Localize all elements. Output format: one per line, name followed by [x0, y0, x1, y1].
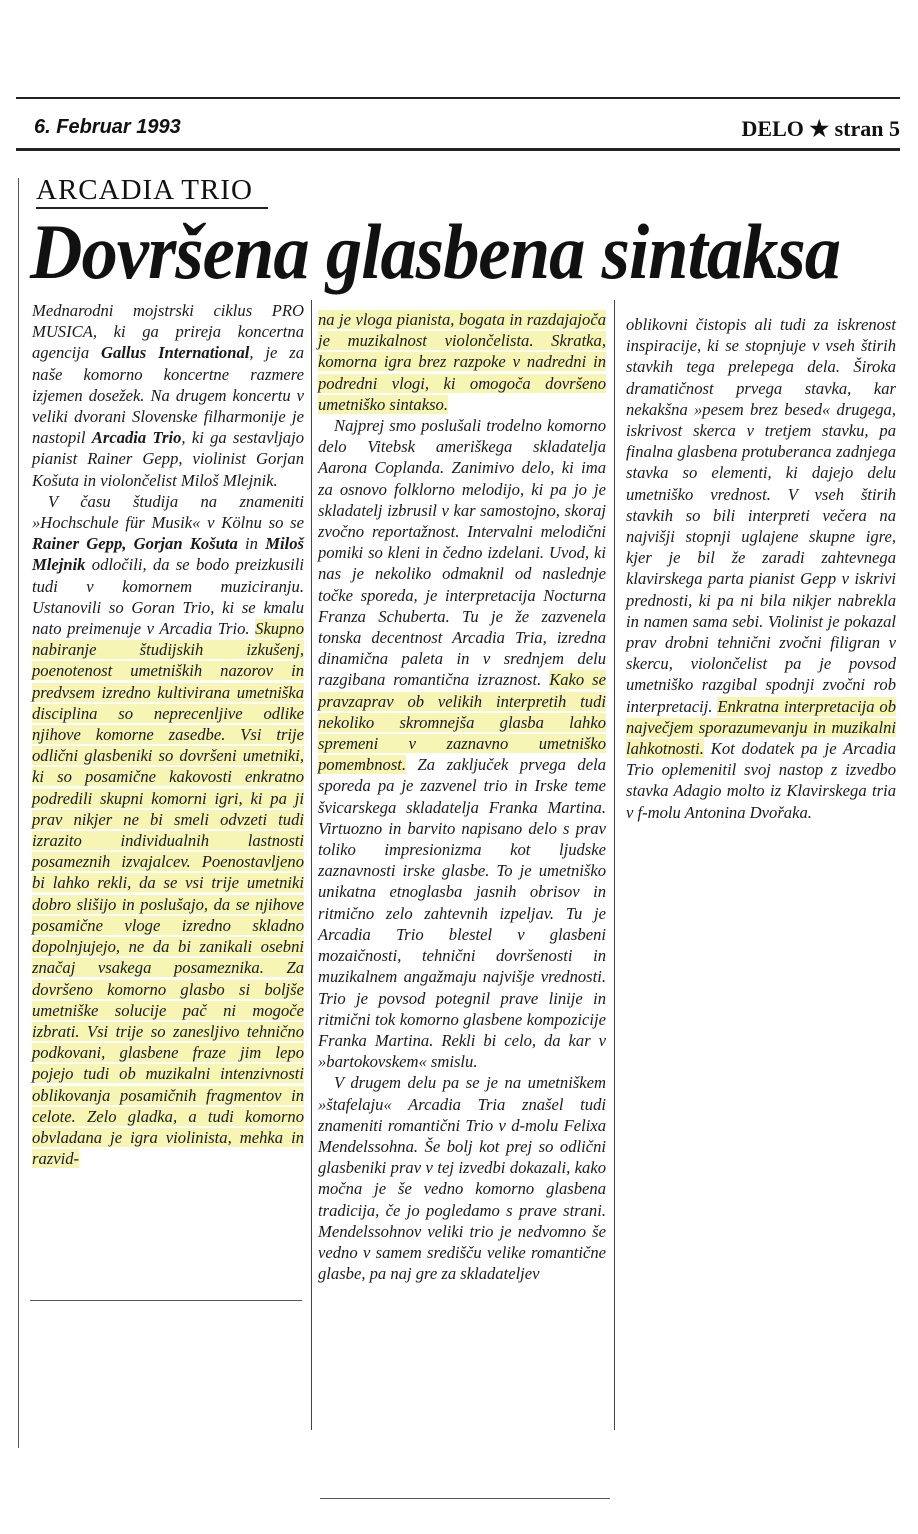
- column-divider-2: [614, 300, 615, 1430]
- highlighted-text: Skupno nabiranje študijskih izkušenj, poenotenost umetniških nazorov in predvsem izredno kultivirana umetniška disciplina so neprecenljive odlike njihove komorne zasedbe. Vsi trije odlični glasbeniki so dovršeni umetniki, ki so posamične kakovosti enkratno podredili skupni komorni igri, ki pa ji prav nikjer ne bi smeli odvzeti tudi izrazito individualnih lastnosti posameznih izvajalcev. Poenostavljeno bi lahko rekli, da se vsi trije umetniki dobro slišijo in poslušajo, da se njihove posamične vloge izredno skladno dopolnjujejo, ne da bi zanikali osebni značaj vsakega posameznika. Za dovršeno komorno glasbo si boljše umetniške solucije pač ni mogoče izbrati. Vsi trije so zanesljivo tehnično podkovani, glasbene fraze jim lepo pojejo tudi ob muzikalni intenzivnosti oblikovanja posamičnih fragmentov in celote. Zelo gladka, a tudi komorno obvladana je igra violinista, mehka in razvid-: [32, 619, 304, 1169]
- article-column-1: [32, 300, 304, 1169]
- text-run: , je za naše komorno koncertne razmere izjemen dosežek. Na drugem koncertu v veliki dvorani Slovenske filharmonije je nastopil: [32, 343, 304, 448]
- frame-left-rule: [18, 178, 19, 1448]
- text-run: Kot dodatek pa je Arcadia Trio oplemenitil svoj nastop z izvedbo stavka Adagio molto iz Klavirskega tria v f-molu Antonina Dvořaka.: [626, 739, 896, 822]
- issue-date: 6. Februar 1993: [34, 116, 181, 138]
- publication-page: DELO ★ stran 5: [741, 116, 900, 141]
- text-run-bold: Gallus International: [101, 343, 250, 363]
- text-run: V drugem delu pa se je na umetniškem »štafelaju« Arcadia Tria znašel tudi znameniti romantični Trio v d-molu Felixa Mendelssohna. Še bolj kot prej so odlični glasbeniki prav v tej izvedbi dokazali, kako močna je še vedno komorno glasbena tradicija, če jo pogledamo s prave strani. Mendelssohnov veliki trio je nedvomno še vedno v samem središču velike romantične glasbe, pa naj gre za skladateljev: [318, 1073, 606, 1284]
- highlighted-text: Kako se pravzaprav ob velikih interpretih tudi nekoliko skromnejša glasba lahko spremeni v zaznavno umetniško pomembnost.: [318, 670, 606, 775]
- text-run: Mednarodni mojstrski ciklus PRO MUSICA, ki ga prireja koncertna agencija: [32, 301, 304, 363]
- text-run-bold: Rainer Gepp, Gorjan Košuta: [32, 534, 238, 554]
- text-run: odločili, da se bodo preizkusili tudi v komornem muziciranju. Ustanovili so Goran Trio, ki se kmalu nato preimenuje v Arcadia Trio.: [32, 555, 304, 639]
- column-end-rule-2: [320, 1498, 610, 1499]
- text-run: Za zaključek prvega dela sporeda pa je zazvenel trio in Irske teme švicarskega skladatelja Franka Martina. Virtuozno in barvito napisano delo s prav toliko impresionizma kot ljudske zaznavnosti irske glasbe. To je umetniško unikatna etnoglasba jasnih obrisov in ritmično zelo zahtevnih izpeljav. Tu je Arcadia Trio blestel v glasbeni mozaičnosti, tehnični dovršenosti in muzikalnem angažmaju najvišje vrednosti. Trio je povsod potegnil prave linije in ritmični tok komorno glasbene kompozicije Franka Martina. Rekli bi celo, da kar v »bartokovskem« smislu.: [318, 755, 606, 1072]
- text-run: in: [237, 534, 266, 554]
- top-rule: [16, 97, 900, 99]
- column-divider-1: [311, 300, 312, 1430]
- paragraph: [318, 309, 606, 415]
- highlighted-text: na je vloga pianista, bogata in razdajajoča je muzikalnost violončelista. Skratka, komorna igra brez razpoke v nadredni in podredni vlogi, ki omogoča dovršeno umetniško sintakso.: [318, 310, 606, 414]
- article-column-2: [318, 309, 606, 1284]
- highlighted-text: Enkratna interpretacija ob največjem sporazumevanju in muzikalni lahkotnosti.: [626, 696, 896, 759]
- header-rule: [16, 148, 900, 151]
- column-end-rule-1: [30, 1300, 302, 1301]
- article-column-3: [626, 314, 896, 823]
- text-run: oblikovni čistopis ali tudi za iskrenost inspiracije, ki se stopnjuje v vseh štirih stavkih tega prelepega dela. Široka dramatičnost prvega stavka, kar nekakšna »pesem brez besed« drugega, iskrivost skerca v tretjem stavku, pa finalna glasbena protuberanca zadnjega stavka so elementi, ki dajejo delu umetniško vrednost. V vseh štirih stavkih so bili interpreti večera na najvišji stopnji uglajene skupne igre, kjer je bil že zaradi zahtevnega klavirskega parta pianist Gepp v iskrivi prednosti, ki pa ni bila nikjer nabrekla in namen sama sebi. Violinist je pokazal prav drobni tehnični zvočni filigran v skercu, violončelist pa je povsod umetniško razgibal spodnji zvočni rob interpretacij.: [626, 315, 896, 716]
- paragraph: [318, 1072, 606, 1284]
- text-run: , ki ga sestavljajo pianist Rainer Gepp, violinist Gorjan Košuta in violončelist Miloš Mlejnik.: [32, 428, 305, 490]
- text-run: Najprej smo poslušali trodelno komorno delo Vitebsk ameriškega skladatelja Aarona Coplanda. Zanimivo delo, ki ima za osnovo folklorno melodijo, ki pa jo je skladatelj izbrusil v kar samostojno, skoraj zvočno reportažnost. Intervalni melodični pomiki so kleni in čedno izdelani. Uvod, ki nas je nekoliko odmaknil od naslednje točke sporeda, je interpretacija Nocturna Franza Schuberta. Tu je že zazvenela tonska decentnost Arcadia Tria, izredna dinamična paleta in v srednjem delu razgibana romantična izraznost.: [318, 416, 606, 690]
- article-kicker: ARCADIA TRIO: [36, 174, 253, 206]
- paragraph: [32, 300, 304, 491]
- paragraph: [318, 415, 606, 1072]
- paragraph: [626, 314, 896, 823]
- text-run-bold: Miloš Mlejnik: [32, 534, 304, 575]
- paragraph: [32, 491, 304, 1170]
- article-headline: Dovršena glasbena sintaksa: [30, 208, 841, 295]
- text-run: V času študija na znameniti »Hochschule für Musik« v Kölnu so se: [32, 491, 304, 533]
- text-run-bold: Arcadia Trio: [91, 428, 182, 448]
